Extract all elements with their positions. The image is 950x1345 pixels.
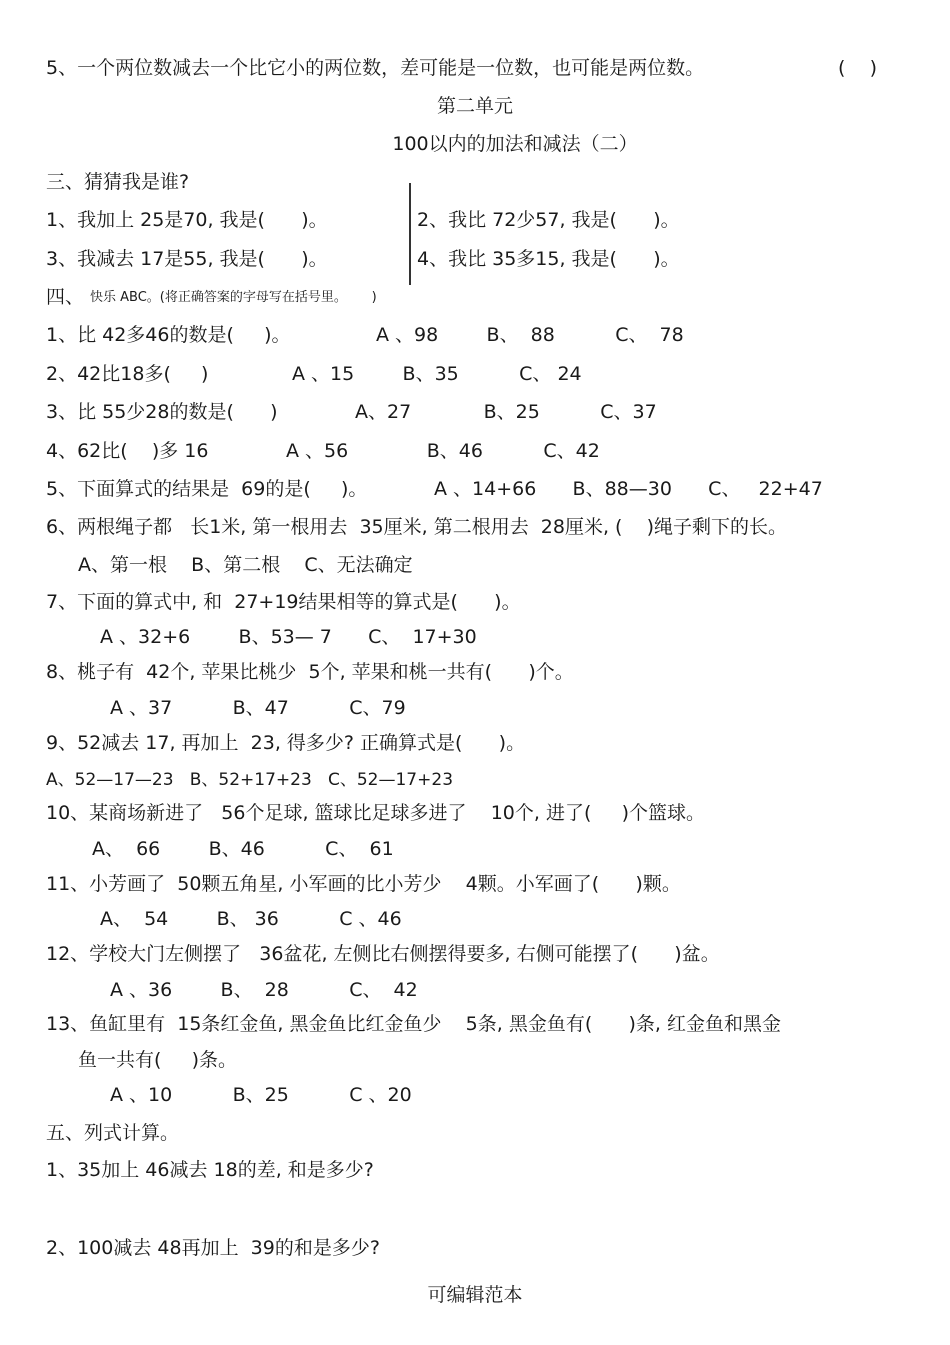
s4-question-13-options: A 、10 B、25 C 、20 — [110, 1084, 412, 1106]
s4-question-10-options: A、 66 B、46 C、 61 — [92, 838, 394, 860]
s5-question-1: 1、35加上 46减去 18的差, 和是多少? — [46, 1159, 374, 1181]
s4-question-2: 2、42比18多( ) — [46, 363, 209, 385]
unit-title: 第二单元 — [436, 95, 513, 117]
s5-question-2: 2、100减去 48再加上 39的和是多少? — [46, 1237, 380, 1259]
s4-question-9-options: A、52—17—23 B、52+17+23 C、52—17+23 — [46, 770, 454, 790]
s4-question-3: 3、比 55少28的数是( ) — [46, 401, 278, 423]
column-divider — [409, 183, 411, 285]
s4-question-3-options: A、27 B、25 C、37 — [355, 401, 657, 423]
section-4-heading-prefix: 四、 — [46, 286, 85, 308]
section-5-heading: 五、列式计算。 — [46, 1122, 180, 1144]
s4-question-7-options: A 、32+6 B、53— 7 C、 17+30 — [100, 626, 477, 648]
s4-question-8: 8、桃子有 42个, 苹果比桃少 5个, 苹果和桃一共有( )个。 — [46, 661, 574, 683]
s4-question-7: 7、下面的算式中, 和 27+19结果相等的算式是( )。 — [46, 591, 521, 613]
s4-question-6-options: A、第一根 B、第二根 C、无法确定 — [78, 554, 413, 576]
s4-question-9: 9、52减去 17, 再加上 23, 得多少? 正确算式是( )。 — [46, 732, 526, 754]
s3-question-1: 1、我加上 25是70, 我是( )。 — [46, 209, 328, 231]
s4-question-1: 1、比 42多46的数是( )。 — [46, 324, 291, 346]
footer-text: 可编辑范本 — [427, 1284, 523, 1306]
answer-paren: ( ) — [838, 57, 877, 79]
s4-question-12: 12、学校大门左侧摆了 36盆花, 左侧比右侧摆得要多, 右侧可能摆了( )盆。 — [46, 943, 720, 965]
s4-question-10: 10、某商场新进了 56个足球, 篮球比足球多进了 10个, 进了( )个篮球。 — [46, 802, 705, 824]
s4-question-11: 11、小芳画了 50颗五角星, 小军画的比小芳少 4颗。小军画了( )颗。 — [46, 873, 681, 895]
s4-question-6: 6、两根绳子都 长1米, 第一根用去 35厘米, 第二根用去 28厘米, ( )绳子剩下的长。 — [46, 516, 788, 538]
s4-question-4: 4、62比( )多 16 — [46, 440, 209, 462]
s4-question-11-options: A、 54 B、 36 C 、46 — [100, 908, 402, 930]
s4-question-13: 13、鱼缸里有 15条红金鱼, 黑金鱼比红金鱼少 5条, 黑金鱼有( )条, 红金鱼和黑金 — [46, 1013, 781, 1035]
s4-question-8-options: A 、37 B、47 C、79 — [110, 697, 406, 719]
s4-question-12-options: A 、36 B、 28 C、 42 — [110, 979, 418, 1001]
s4-question-4-options: A 、56 B、46 C、42 — [286, 440, 600, 462]
s4-question-5-options: A 、14+66 B、88—30 C、 22+47 — [434, 478, 823, 500]
s3-question-3: 3、我减去 17是55, 我是( )。 — [46, 248, 328, 270]
section-3-heading: 三、猜猜我是谁? — [46, 171, 190, 193]
s3-question-2: 2、我比 72少57, 我是( )。 — [417, 209, 680, 231]
s4-question-2-options: A 、15 B、35 C、 24 — [292, 363, 582, 385]
s4-question-13-cont: 鱼一共有( )条。 — [78, 1049, 238, 1071]
s4-question-5: 5、下面算式的结果是 69的是( )。 — [46, 478, 368, 500]
s4-question-1-options: A 、98 B、 88 C、 78 — [376, 324, 684, 346]
question-5-true-false: 5、一个两位数减去一个比它小的两位数，差可能是一位数，也可能是两位数。 — [46, 57, 705, 79]
s3-question-4: 4、我比 35多15, 我是( )。 — [417, 248, 680, 270]
unit-subtitle: 100以内的加法和减法（二） — [392, 133, 638, 155]
section-4-heading: 快乐 ABC。(将正确答案的字母写在括号里。 ) — [90, 290, 377, 305]
